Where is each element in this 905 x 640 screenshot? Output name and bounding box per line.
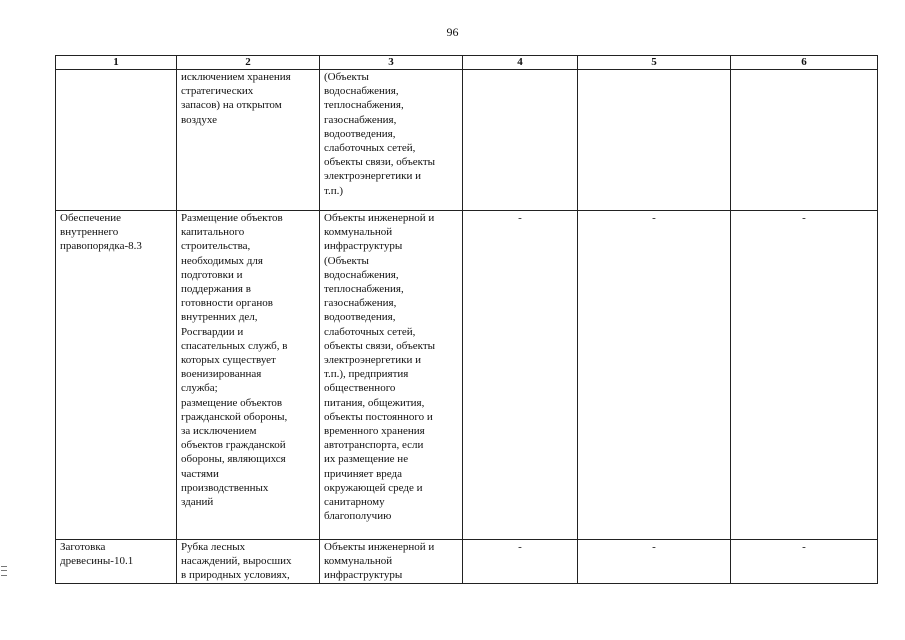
table-row	[56, 211, 878, 540]
page-number: 96	[446, 25, 459, 39]
table-cell	[56, 70, 177, 211]
table-row	[56, 70, 878, 211]
table-cell: Рубка лесных насаждений, выросших в природных условиях,	[177, 540, 320, 584]
table-cell: -	[578, 540, 731, 584]
table-row	[56, 540, 878, 584]
table-cell: Обеспечение внутреннего правопорядка-8.3	[56, 211, 177, 540]
table-cell: (Объекты водоснабжения, теплоснабжения, газоснабжения, водоотведения, слаботочных сетей, объекты связи, объекты электроэнергетики и т.п.)	[320, 70, 463, 211]
table-cell: -	[578, 211, 731, 540]
column-header: 4	[463, 56, 578, 70]
column-header: 1	[56, 56, 177, 70]
header-row	[56, 56, 878, 70]
column-header: 2	[177, 56, 320, 70]
table-cell: -	[731, 540, 878, 584]
zoning-table	[55, 55, 878, 584]
table-cell: исключением хранения стратегических запасов) на открытом воздухе	[177, 70, 320, 211]
column-header: 5	[578, 56, 731, 70]
table-cell	[731, 70, 878, 211]
table-cell: Заготовка древесины-10.1	[56, 540, 177, 584]
table-cell: Размещение объектов капитального строительства, необходимых для подготовки и поддержания в готовности органов внутренних дел, Росгвардии и спасательных служб, в которых существует военизированная служба; размещение объектов гражданской обороны, за исключением объектов гражданской обороны, являющихся частями производственных зданий	[177, 211, 320, 540]
table-cell: -	[463, 211, 578, 540]
table-cell: -	[731, 211, 878, 540]
table-cell: -	[463, 540, 578, 584]
table-cell	[463, 70, 578, 211]
binding-margin-mark	[1, 566, 7, 576]
table-cell	[578, 70, 731, 211]
table-cell: Объекты инженерной и коммунальной инфраструктуры (Объекты водоснабжения, теплоснабжения, газоснабжения, водоотведения, слаботочных сетей, объекты связи, объекты электроэнергетики и т.п.), предприятия общественного питания, общежития, объекты постоянного и временного хранения автотранспорта, если их размещение не причиняет вреда окружающей среде и санитарному благополучию	[320, 211, 463, 540]
column-header: 3	[320, 56, 463, 70]
table-cell: Объекты инженерной и коммунальной инфраструктуры	[320, 540, 463, 584]
column-header: 6	[731, 56, 878, 70]
